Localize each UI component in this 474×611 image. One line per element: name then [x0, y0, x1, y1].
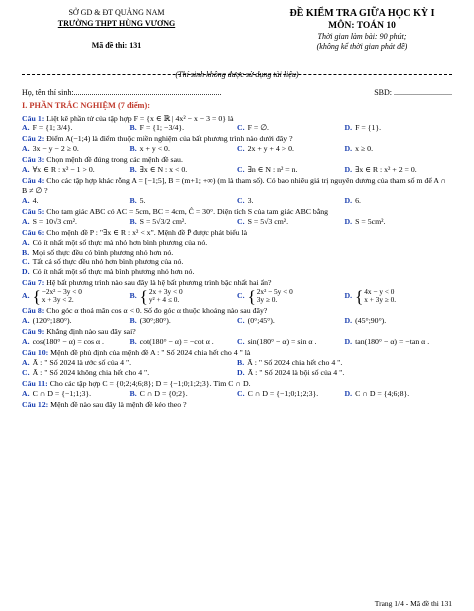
answer-option	[237, 196, 345, 206]
system-line: 2x² − 5y < 0	[256, 287, 293, 297]
student-sbd-label: SBD: .............................	[374, 88, 452, 97]
option-label: D.	[22, 267, 30, 277]
page-footer: Trang 1/4 - Mã đề thi 131	[374, 598, 452, 608]
question	[22, 228, 452, 277]
option-label: C.	[22, 367, 30, 377]
system-line: x + 3y < 2.	[41, 295, 74, 305]
question	[22, 134, 452, 153]
question-text	[22, 176, 452, 195]
question-text	[22, 114, 452, 124]
answer-option	[22, 238, 452, 248]
option-text: Có ít nhất một số thực mà nhỏ hơn bình phương của nó.	[32, 237, 208, 247]
option-label: C.	[237, 291, 245, 301]
answer-option	[345, 288, 453, 305]
option-text: 2x + y + 4 > 0.	[247, 144, 294, 154]
option-text: (30°;80°).	[139, 316, 171, 326]
question-stem: Điểm A(−1;4) là điểm thuộc miền nghiệm của bất phương trình nào dưới đây ?	[46, 134, 293, 144]
option-label: A.	[22, 337, 30, 347]
option-label: B.	[129, 195, 137, 205]
option-text: F = {1; 3/4}.	[32, 123, 73, 133]
option-text: ∀x ∈ R : x² − 1 > 0.	[32, 165, 95, 175]
system-line: −2x² − 3y < 0	[41, 287, 82, 297]
question-text	[22, 155, 452, 165]
option-label: D.	[344, 144, 353, 154]
option-text: C ∩ D = {0;2}.	[139, 388, 188, 398]
option-label: A.	[22, 237, 30, 247]
option-text: S = 5√3/2 cm².	[139, 216, 187, 226]
option-label: D.	[344, 123, 353, 133]
answer-option	[237, 358, 452, 368]
brace-icon: {	[247, 286, 256, 306]
system-lines	[364, 288, 396, 305]
answer-option	[237, 144, 345, 154]
option-label: A.	[22, 291, 30, 301]
option-text: Ā : " Số 2024 là ước số của 4 ".	[32, 358, 132, 368]
answer-option	[130, 123, 238, 133]
system-lines	[149, 288, 183, 305]
option-text: C ∩ D = {−1;0;1;2;3}.	[247, 388, 319, 398]
answer-option	[237, 368, 452, 378]
option-text: (120°;180°).	[32, 316, 72, 326]
option-text: Tất cả số thực đều nhỏ hơn bình phương của nó.	[32, 257, 184, 267]
answer-options	[22, 288, 452, 305]
option-text: Có ít nhất một số thực mà bình phương nhỏ hơn nó.	[32, 267, 195, 277]
answer-option	[345, 316, 453, 326]
answer-option	[345, 144, 453, 154]
answer-options	[22, 217, 452, 227]
question-stem: Khẳng định nào sau đây sai?	[46, 327, 136, 337]
system-lines	[42, 288, 82, 305]
answer-option	[22, 288, 130, 305]
answer-option	[237, 123, 345, 133]
question-stem: Chọn mệnh đề đúng trong các mệnh đề sau.	[46, 155, 183, 165]
option-text: S = 5cm².	[355, 216, 386, 226]
option-label: C.	[237, 144, 245, 154]
answer-option	[130, 196, 238, 206]
option-label: C.	[237, 123, 245, 133]
option-text: Ā : " Số 2024 chia hết cho 4 ".	[247, 358, 343, 368]
answer-option	[237, 316, 345, 326]
system-line: x + 3y ≥ 0.	[364, 295, 397, 305]
option-text: x ≥ 0.	[355, 144, 374, 154]
option-label: D.	[344, 195, 353, 205]
question-stem: Mệnh đề nào sau đây là mệnh đề kéo theo ?	[50, 400, 187, 410]
answer-option	[130, 217, 238, 227]
exam-title: ĐỀ KIỂM TRA GIỮA HỌC KỲ I	[289, 8, 435, 19]
question-text	[22, 306, 452, 316]
question-stem: Cho các tập hợp C = {0;2;4;6;8}; D = {−1;0;1;2;3}. Tìm C ∩ D.	[49, 379, 251, 389]
answer-options	[22, 144, 452, 154]
question-number: Câu 9:	[22, 327, 45, 337]
header-right	[252, 8, 472, 52]
option-label: B.	[129, 165, 137, 175]
inequality-system	[248, 288, 293, 305]
option-label: A.	[22, 144, 30, 154]
system-line: y² + 4 ≤ 0.	[148, 295, 180, 305]
option-text: 3x − y − 2 ≥ 0.	[32, 144, 79, 154]
answer-option	[130, 316, 238, 326]
answer-options	[22, 358, 452, 377]
answer-options	[22, 123, 452, 133]
answer-options	[22, 238, 452, 277]
inequality-system	[355, 288, 396, 305]
option-label: C.	[237, 165, 245, 175]
question-number: Câu 2:	[22, 134, 45, 144]
answer-option	[130, 165, 238, 175]
option-text: 6.	[355, 195, 361, 205]
answer-option	[345, 165, 453, 175]
option-text: 4.	[32, 195, 39, 205]
question	[22, 155, 452, 174]
question	[22, 327, 452, 346]
question-stem: Hệ bất phương trình nào sau đây là hệ bất phương trình bậc nhất hai ẩn?	[46, 278, 272, 288]
option-label: B.	[129, 123, 137, 133]
question-number: Câu 5:	[22, 207, 45, 217]
answer-option	[237, 165, 345, 175]
inequality-system	[33, 288, 82, 305]
question-stem: Liệt kê phần tử của tập hợp F = {x ∈ ℝ | 4x² − x − 3 = 0} là	[46, 113, 234, 123]
question	[22, 114, 452, 133]
option-label: A.	[22, 388, 30, 398]
question-number: Câu 3:	[22, 155, 45, 165]
question	[22, 348, 452, 377]
option-label: A.	[22, 216, 30, 226]
answer-option	[345, 123, 453, 133]
answer-option	[345, 217, 453, 227]
option-text: C ∩ D = {4;6;8}.	[355, 388, 410, 398]
option-label: C.	[237, 195, 245, 205]
question-text	[22, 327, 452, 337]
section-title: I. PHẦN TRẮC NGHIỆM (7 điểm):	[22, 101, 150, 110]
question-number: Câu 8:	[22, 306, 45, 316]
option-text: S = 5√3 cm².	[247, 216, 289, 226]
answer-option	[22, 389, 130, 399]
answer-options	[22, 389, 452, 399]
option-label: C.	[22, 257, 30, 267]
option-text: Ā : " Số 2024 không chia hết cho 4 ".	[32, 367, 150, 377]
inequality-system	[140, 288, 183, 305]
brace-icon: {	[32, 286, 41, 306]
school-name: TRƯỜNG THPT HÙNG VƯƠNG	[57, 19, 176, 28]
option-label: B.	[129, 388, 137, 398]
option-label: C.	[237, 216, 245, 226]
option-label: A.	[22, 316, 30, 326]
option-label: B.	[129, 316, 137, 326]
question-number: Câu 1:	[22, 113, 45, 123]
question-number: Câu 12:	[22, 400, 49, 410]
option-label: B.	[129, 216, 137, 226]
answer-options	[22, 196, 452, 206]
option-text: ∃x ∈ R : x² + 2 = 0.	[355, 165, 417, 175]
question-text	[22, 134, 452, 144]
option-text: C ∩ D = {−1;1;3}.	[32, 388, 92, 398]
student-info	[22, 88, 452, 100]
department: SỞ GD & ĐT QUẢNG NAM	[68, 8, 165, 17]
option-label: D.	[344, 388, 353, 398]
answer-option	[22, 196, 130, 206]
answer-option	[22, 368, 237, 378]
answer-option	[130, 337, 238, 347]
header-left	[34, 8, 199, 51]
answer-option	[130, 389, 238, 399]
option-text: ∃x ∈ N : x < 0.	[139, 165, 188, 175]
question-number: Câu 6:	[22, 228, 45, 238]
answer-option	[22, 165, 130, 175]
answer-option	[237, 389, 345, 399]
exam-time-note: (không kể thời gian phát đề)	[316, 42, 408, 52]
answer-options	[22, 316, 452, 326]
exam-code: Mã đề thi: 131	[91, 41, 142, 50]
question-stem: Cho các tập hợp khác rỗng A = [−1;5], B = (m+1; +∞) (m là tham số). Có bao nhiêu giá trị nguyên dương của tham số m để A ∩ B ≠ ∅ ?	[22, 176, 447, 196]
system-line: 3y ≥ 0.	[256, 295, 278, 305]
answer-options	[22, 165, 452, 175]
option-text: cos(180° − α) = cos α .	[32, 337, 104, 347]
option-label: D.	[237, 367, 245, 377]
option-label: C.	[237, 316, 245, 326]
option-text: F = {1; −3/4}.	[139, 123, 185, 133]
option-label: B.	[129, 337, 137, 347]
question-number: Câu 10:	[22, 348, 49, 358]
answer-option	[22, 257, 452, 267]
option-text: ∃n ∈ N : n² = n.	[247, 165, 298, 175]
option-label: B.	[129, 291, 137, 301]
option-text: F = {1}.	[355, 123, 382, 133]
question	[22, 207, 452, 226]
option-text: S = 10√3 cm².	[32, 216, 77, 226]
option-text: 5.	[139, 195, 146, 205]
exam-subject: MÔN: TOÁN 10	[328, 20, 396, 31]
question-text	[22, 400, 452, 410]
option-label: D.	[344, 316, 353, 326]
question-text	[22, 228, 452, 238]
option-text: x + y < 0.	[139, 144, 170, 154]
option-label: B.	[129, 144, 137, 154]
answer-option	[237, 337, 345, 347]
exam-time: Thời gian làm bài: 90 phút;	[317, 32, 407, 42]
question	[22, 400, 452, 410]
question	[22, 306, 452, 325]
answer-option	[22, 267, 452, 277]
option-label: D.	[344, 337, 353, 347]
answer-option	[130, 144, 238, 154]
brace-icon: {	[355, 286, 364, 306]
exam-header	[22, 6, 452, 70]
option-label: A.	[22, 165, 30, 175]
question	[22, 278, 452, 305]
system-line: 2x + 3y < 0	[148, 287, 183, 297]
question-number: Câu 7:	[22, 278, 45, 288]
option-label: D.	[344, 216, 353, 226]
option-text: cot(180° − α) = −cot α .	[139, 337, 214, 347]
answer-option	[22, 358, 237, 368]
answer-options	[22, 337, 452, 347]
question-number: Câu 11:	[22, 379, 48, 389]
system-line: 4x − y < 0	[364, 287, 395, 297]
answer-option	[345, 337, 453, 347]
question-stem: Mệnh đề phủ định của mệnh đề A : " Số 2024 chia hết cho 4 " là	[50, 348, 251, 358]
question-number: Câu 4:	[22, 176, 45, 186]
option-label: D.	[344, 291, 353, 301]
answer-option	[345, 389, 453, 399]
answer-option	[237, 288, 345, 305]
option-text: 3.	[247, 195, 254, 205]
question-stem: Cho tam giác ABC có AC = 5cm, BC = 4cm, Ĉ = 30°. Diện tích S của tam giác ABC bằng	[46, 207, 329, 217]
option-text: Ā : " Số 2024 là bội số của 4 ".	[247, 367, 345, 377]
question-text	[22, 379, 452, 389]
question-stem: Cho góc α thoả mãn cos α < 0. Số đo góc α thuộc khoảng nào sau đây?	[46, 306, 268, 316]
answer-option	[22, 337, 130, 347]
system-lines	[257, 288, 293, 305]
option-label: C.	[237, 337, 245, 347]
answer-option	[22, 144, 130, 154]
answer-option	[22, 123, 130, 133]
answer-option	[22, 316, 130, 326]
option-label: C.	[237, 388, 245, 398]
option-text: F = ∅.	[247, 123, 269, 133]
option-label: A.	[22, 358, 30, 368]
option-text: Mọi số thực đều có bình phương nhỏ hơn nó.	[32, 247, 174, 257]
answer-option	[237, 217, 345, 227]
question	[22, 176, 452, 205]
brace-icon: {	[139, 286, 148, 306]
question-text	[22, 207, 452, 217]
option-label: B.	[237, 358, 245, 368]
question-list	[22, 114, 452, 410]
option-text: tan(180° − α) = −tan α .	[355, 337, 430, 347]
answer-option	[22, 217, 130, 227]
answer-option	[130, 288, 238, 305]
option-label: D.	[344, 165, 353, 175]
student-name-label: Họ, tên thí sinh:..........................................................................	[22, 88, 222, 97]
answer-option	[345, 196, 453, 206]
option-label: B.	[22, 247, 30, 257]
question	[22, 379, 452, 398]
option-text: (45°;90°).	[355, 316, 387, 326]
answer-option	[22, 248, 452, 258]
option-text: (0°;45°).	[247, 316, 275, 326]
option-text: sin(180° − α) = sin α .	[247, 337, 317, 347]
header-divider	[22, 74, 452, 75]
option-label: A.	[22, 195, 30, 205]
option-label: A.	[22, 123, 30, 133]
question-text	[22, 348, 452, 358]
question-stem: Cho mệnh đề P : "∃x ∈ R : x² < x". Mệnh đề P̄ được phát biểu là	[46, 228, 248, 238]
exam-note: (Thí sinh không được sử dụng tài liệu)	[175, 70, 299, 79]
